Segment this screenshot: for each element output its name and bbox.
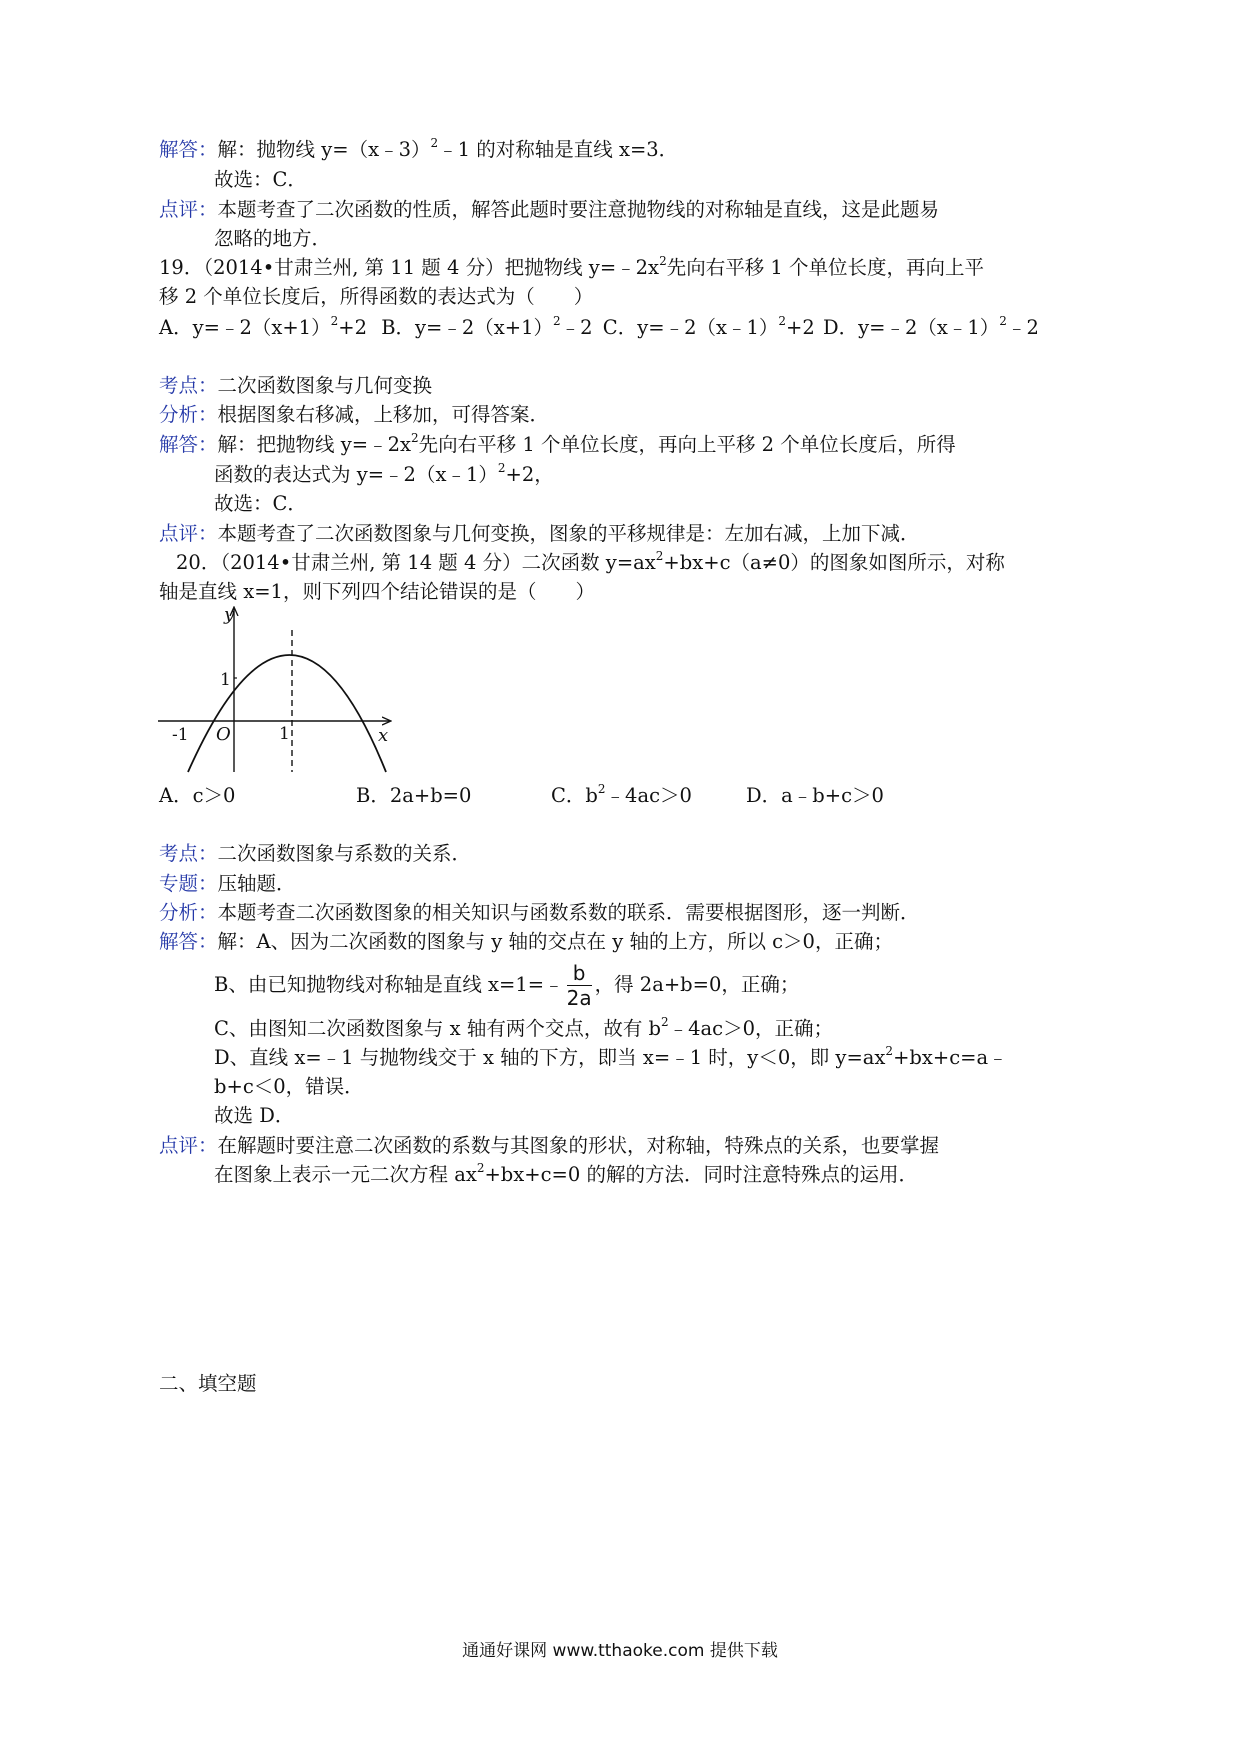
q19-options (159, 315, 1039, 341)
answer-row: 解答：解：抛物线 y=（x﹣3）$^2$﹣1 的对称轴是直线 x=3． (159, 136, 679, 161)
tick-neg1-label: -1 (172, 725, 189, 745)
tick-y1-label: 1 (220, 670, 231, 690)
q20-topic-row: 专题：压轴题． (159, 872, 296, 895)
analysis-label: 分析 (159, 403, 199, 426)
comment-continuation: 忽略的地方． (214, 227, 332, 250)
comment-label: 点评 (159, 198, 199, 221)
q20-stem-continuation: 轴是直线 x=1，则下列四个结论错误的是（ ） (159, 580, 595, 603)
q19-answer-choice: 故选：C． (214, 492, 307, 515)
parabola-graph (150, 600, 400, 780)
q19-comment-row: 点评：本题考查了二次函数图象与几何变换，图象的平移规律是：左加右减，上加下减． (159, 522, 920, 545)
answer-label: 解答 (159, 930, 199, 953)
q19-answer-continuation: 函数的表达式为 y=﹣2（x﹣1）$^2$+2， (214, 461, 554, 486)
origin-label: O (216, 724, 231, 745)
fraction-b-over-2a: $\frac{b}{2a}$ (566, 961, 592, 1010)
q20-analysis-row: 分析：本题考查二次函数图象的相关知识与函数系数的联系．需要根据图形，逐一判断． (159, 901, 920, 924)
comment-label: 点评 (159, 1134, 199, 1157)
q20-answer-choice: 故选 D． (214, 1104, 295, 1127)
q20-answer-b: B、由已知抛物线对称轴是直线 x=1=﹣ $\frac{b}{2a}$ ，得 2a+b=0，正确； (214, 961, 800, 1010)
q20-stem: 20．（2014•甘肃兰州, 第 14 题 4 分）二次函数 $y=ax^2+bx+c(a\ne 0)$的图象如图所示，对称 (176, 549, 1005, 574)
q20-option-d: D．a﹣b+c＞0 (746, 784, 884, 807)
q19-option-a: A．$y=﹣2(x+1)^2+2$ (159, 314, 367, 339)
page-footer: 通通好课网 www.tthaoke.com 提供下载 (462, 1641, 778, 1661)
point-label: 考点 (159, 374, 199, 397)
comment-row: 点评：本题考查了二次函数的性质，解答此题时要注意抛物线的对称轴是直线，这是此题易 (159, 198, 940, 221)
q20-answer-d: D、直线 x=﹣1 与抛物线交于 x 轴的下方，即当 x=﹣1 时，y＜0，即 $y=ax^2+bx+c=a﹣$ (214, 1044, 1008, 1069)
q19-stem-continuation: 移 2 个单位长度后，所得函数的表达式为（ ） (159, 285, 594, 308)
q20-answer-c: C、由图知二次函数图象与 x 轴有两个交点，故有 $b^2﹣4ac>0$，正确； (214, 1015, 834, 1040)
answer-choice: 故选：C． (214, 168, 307, 191)
q19-option-d: D．y=﹣2（x﹣1）$^2$﹣2 (822, 314, 1039, 339)
section-heading: 二、填空题 (159, 1372, 257, 1395)
q19-point-row: 考点：二次函数图象与几何变换 (159, 374, 433, 397)
y-axis-label: y (224, 604, 235, 625)
q20-answer-row: 解答：解：A、因为二次函数的图象与 y 轴的交点在 y 轴的上方，所以 c＞0，正确； (159, 930, 893, 953)
q19-option-c: C．y=﹣2（x﹣1）$^2$+2 (602, 314, 815, 339)
comment-label: 点评 (159, 522, 199, 545)
x-axis-label: x (378, 725, 389, 746)
q20-comment-row: 点评：在解题时要注意二次函数的系数与其图象的形状，对称轴，特殊点的关系，也要掌握 (159, 1134, 940, 1157)
q20-option-a: A．c＞0 (159, 784, 236, 807)
q19-option-b: B．$y=﹣2(x+1)^2﹣2$ (381, 314, 593, 339)
answer-label: 解答 (159, 433, 199, 456)
q19-analysis-row: 分析：根据图象右移减，上移加，可得答案． (159, 403, 550, 426)
q19-stem: 19．（2014•甘肃兰州, 第 11 题 4 分）把抛物线 $y=﹣2x^2$先向右平移 1 个单位长度，再向上平 (159, 254, 985, 279)
topic-label: 专题 (159, 872, 199, 895)
tick-x1-label: 1 (279, 724, 290, 744)
q20-point-row: 考点：二次函数图象与系数的关系． (159, 842, 472, 865)
q20-answer-d-continuation: b+c＜0，错误． (214, 1075, 364, 1098)
q20-option-c: C．$b^2﹣4ac>0$ (551, 782, 692, 807)
parabola-curve (188, 655, 389, 772)
q20-comment-continuation: 在图象上表示一元二次方程 $ax^2+bx+c=0$ 的解的方法．同时注意特殊点的运用． (214, 1161, 918, 1186)
answer-label: 解答 (159, 138, 199, 161)
analysis-label: 分析 (159, 901, 199, 924)
point-label: 考点 (159, 842, 199, 865)
q19-answer-row: 解答：解：把抛物线 $y=﹣2x^2$先向右平移 1 个单位长度，再向上平移 2 个单位长度后，所得 (159, 431, 956, 456)
q20-option-b: B．2a+b=0 (356, 784, 472, 807)
